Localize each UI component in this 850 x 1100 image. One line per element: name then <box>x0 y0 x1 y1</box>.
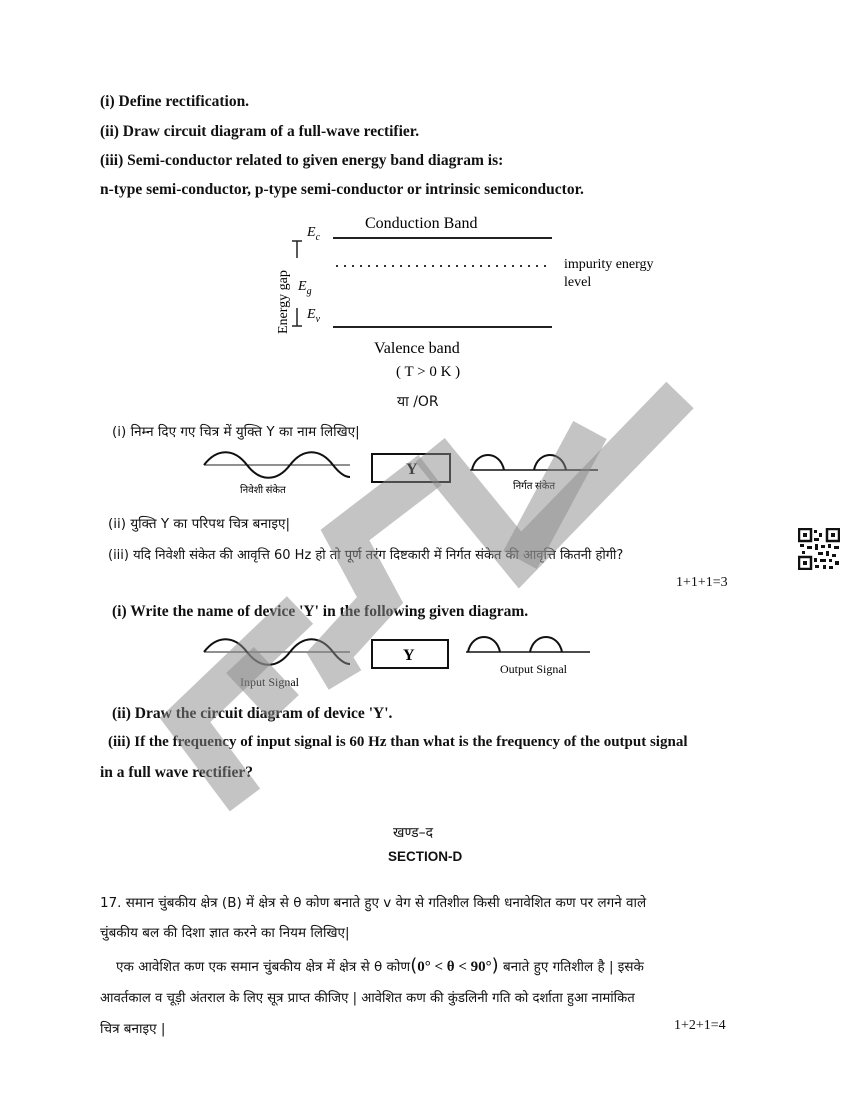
or-hi-part-ii: (ii) युक्ति Y का परिपथ चित्र बनाइए| <box>108 516 290 532</box>
valence-band-label: Valence band <box>374 340 460 357</box>
output-rectified-wave <box>472 455 566 470</box>
or-en-part-iii: (iii) If the frequency of input signal is 60 Hz than what is the frequency of the output signal <box>108 734 688 750</box>
q17-line-1: 17. समान चुंबकीय क्षेत्र (B) में क्षेत्र से θ कोण बनाते हुए v वेग से गतिशील किसी धनावेशित कण पर लगने वाले <box>100 895 647 911</box>
or-separator: या /OR <box>397 394 439 410</box>
q16-options: n-type semi-conductor, p-type semi-conductor or intrinsic semiconductor. <box>100 181 584 198</box>
angle-range: 0° < θ < 90° <box>417 959 492 975</box>
q16-part-i: (i) Define rectification. <box>100 93 250 110</box>
ec-label: $E_c$ <box>307 225 321 243</box>
conduction-band-label: Conduction Band <box>365 215 478 232</box>
or-en-part-i: (i) Write the name of device 'Y' in the following given diagram. <box>112 603 529 620</box>
q17-marks: 1+2+1=4 <box>674 1018 726 1033</box>
impurity-label-2: level <box>564 275 592 290</box>
q16-part-ii: (ii) Draw circuit diagram of a full-wave rectifier. <box>100 123 420 140</box>
q17-line-5: चित्र बनाइए | <box>100 1021 166 1037</box>
section-heading-english: SECTION-D <box>388 849 463 864</box>
q17-line-3-end: बनाते हुए गतिशील है | इसके <box>502 959 644 975</box>
or-hi-part-i: (i) निम्न दिए गए चित्र में युक्ति Y का नाम लिखिए| <box>112 424 360 440</box>
output-rectified-wave-en <box>468 637 562 652</box>
ev-label: $E_v$ <box>307 307 321 325</box>
output-signal-label-hi: निर्गत संकेत <box>513 481 556 492</box>
q17-line-2: चुंबकीय बल की दिशा ज्ञात करने का नियम लिखिए| <box>100 925 350 941</box>
input-signal-label-en: Input Signal <box>240 675 299 689</box>
impurity-label-1: impurity energy <box>564 257 654 272</box>
rectifier-diagram-hindi <box>200 450 610 498</box>
or-marks: 1+1+1=3 <box>676 575 728 590</box>
or-hi-part-iii: (iii) यदि निवेशी संकेत की आवृत्ति 60 Hz हो तो पूर्ण तरंग दिष्टकारी में निर्गत संकेत की आवृत्ति कितनी होगी? <box>108 548 624 563</box>
device-y-label-en: Y <box>403 647 415 664</box>
q17-line-3-start: एक आवेशित कण एक समान चुंबकीय क्षेत्र में क्षेत्र से θ कोण <box>116 959 411 975</box>
energy-band-diagram <box>270 208 700 384</box>
or-en-part-ii: (ii) Draw the circuit diagram of device 'Y'. <box>112 705 393 722</box>
section-heading-hindi: खण्ड–द <box>393 825 434 841</box>
q17-line-4: आवर्तकाल व चूड़ी अंतराल के लिए सूत्र प्राप्त कीजिए | आवेशित कण की कुंडलिनी गति को दर्शाता हुआ नामांकित <box>100 991 635 1006</box>
energy-gap-label: Energy gap <box>276 270 291 334</box>
q17-line-3: एक आवेशित कण एक समान चुंबकीय क्षेत्र में क्षेत्र से θ कोण(0° < θ < 90°) बनाते हुए गतिशील है | इसके <box>116 955 644 976</box>
eg-label: $E_g$ <box>298 279 312 297</box>
or-en-part-iii-cont: in a full wave rectifier? <box>100 764 253 781</box>
device-y-label: Y <box>406 461 418 478</box>
output-signal-label-en: Output Signal <box>500 662 568 676</box>
qr-code-icon <box>798 528 840 570</box>
input-signal-label-hi: निवेशी संकेत <box>240 485 286 496</box>
rectifier-diagram-english <box>200 630 610 690</box>
q16-part-iii: (iii) Semi-conductor related to given energy band diagram is: <box>100 152 504 169</box>
temperature-label: ( T > 0 K ) <box>396 364 461 380</box>
